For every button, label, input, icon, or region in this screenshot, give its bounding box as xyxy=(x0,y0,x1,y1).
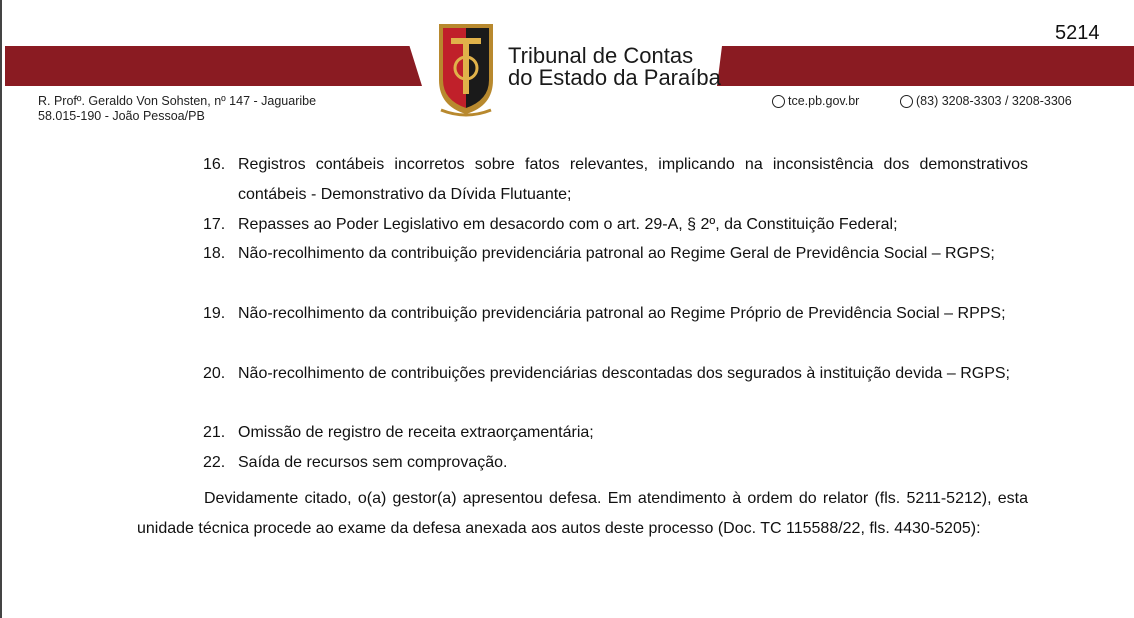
org-name xyxy=(508,45,721,89)
whatsapp-icon xyxy=(900,95,913,108)
list-item-text: Não-recolhimento da contribuição previdenciária patronal ao Regime Próprio de Previdência Social – RPPS; xyxy=(238,305,1006,322)
address-line2: 58.015-190 - João Pessoa/PB xyxy=(38,109,205,123)
list-item-number: 19. xyxy=(203,305,226,322)
header-band-left xyxy=(5,46,422,86)
list-item-text: Não-recolhimento de contribuições previdenciárias descontadas dos segurados à instituição devida – RGPS; xyxy=(238,364,1010,382)
phone-text: (83) 3208-3303 / 3208-3306 xyxy=(916,94,1072,108)
page-left-border xyxy=(0,0,2,618)
list-item-number: 21. xyxy=(203,424,226,442)
body-paragraph: Devidamente citado, o(a) gestor(a) apresentou defesa. Em atendimento à ordem do relator (fls. 5211-5212), esta unidade técnica procede ao exame da defesa anexada aos autos deste processo (Doc. TC 115588/22, fls. 4430-5205): xyxy=(137,490,1028,537)
org-name-line1: Tribunal de Contas xyxy=(508,43,694,68)
header-band-right xyxy=(717,46,1134,86)
list-item-number: 22. xyxy=(203,454,226,471)
phone-contact xyxy=(900,94,1072,108)
page-number: 5214 xyxy=(1055,22,1100,44)
list-item-text: Não-recolhimento da contribuição previdenciária patronal ao Regime Geral de Previdência Social – RGPS; xyxy=(238,245,995,263)
list-item-text: Saída de recursos sem comprovação. xyxy=(238,454,508,471)
list-item-text: Repasses ao Poder Legislativo em desacordo com o art. 29-A, § 2º, da Constituição Federal; xyxy=(238,215,898,233)
globe-icon xyxy=(772,95,785,108)
list-item-text: Omissão de registro de receita extraorçamentária; xyxy=(238,424,594,442)
address-line1: R. Profº. Geraldo Von Sohsten, nº 147 - Jaguaribe xyxy=(38,94,317,108)
list-item-number: 16. xyxy=(203,156,226,173)
address-block xyxy=(38,94,316,124)
website-text: tce.pb.gov.br xyxy=(788,94,860,108)
list-item-number: 20. xyxy=(203,364,226,382)
list-item-number: 18. xyxy=(203,245,226,263)
org-name-line2: do Estado da Paraíba xyxy=(508,65,721,90)
list-item-number: 17. xyxy=(203,215,226,233)
website-contact xyxy=(772,94,859,108)
tce-crest-logo xyxy=(433,20,499,118)
list-item-text: Registros contábeis incorretos sobre fatos relevantes, implicando na inconsistência dos demonstrativos contábeis - Demonstrativo da Dívida Flutuante; xyxy=(238,156,1028,203)
